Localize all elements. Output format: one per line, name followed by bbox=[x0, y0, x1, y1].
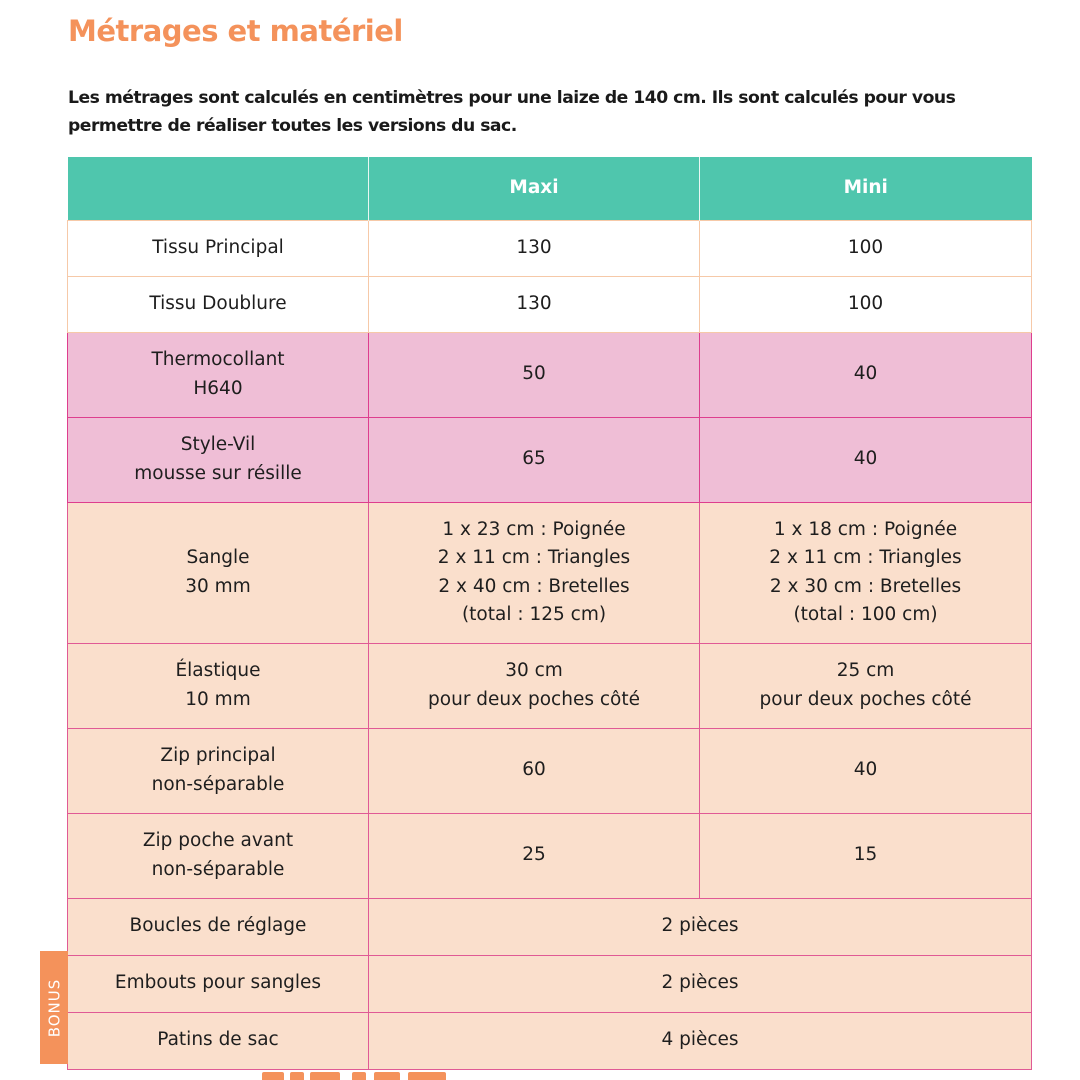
page-title: Métrages et matériel bbox=[68, 14, 403, 48]
bonus-tab-label: BONUS bbox=[45, 978, 63, 1037]
maxi-cell: 30 cm pour deux poches côté bbox=[369, 643, 700, 728]
row-label: Élastique 10 mm bbox=[68, 643, 369, 728]
maxi-cell: 130 bbox=[369, 276, 700, 332]
bonus-tab bbox=[40, 951, 68, 1064]
bonus-row bbox=[68, 898, 1032, 955]
maxi-cell: 1 x 23 cm : Poignée 2 x 11 cm : Triangles 2 x 40 cm : Bretelles (total : 125 cm) bbox=[369, 502, 700, 643]
header-maxi: Maxi bbox=[369, 157, 700, 220]
maxi-cell: 50 bbox=[369, 332, 700, 417]
mini-cell: 25 cm pour deux poches côté bbox=[700, 643, 1032, 728]
mini-cell: 40 bbox=[700, 417, 1032, 502]
bonus-row bbox=[68, 955, 1032, 1012]
mini-cell: 100 bbox=[700, 220, 1032, 276]
materials-table bbox=[67, 157, 1032, 1070]
row-label: Embouts pour sangles bbox=[68, 955, 369, 1012]
table-row bbox=[68, 728, 1032, 813]
header-empty bbox=[68, 157, 369, 220]
bonus-value: 2 pièces bbox=[369, 898, 1032, 955]
mini-cell: 40 bbox=[700, 332, 1032, 417]
table-header-row bbox=[68, 157, 1032, 220]
row-label: Sangle 30 mm bbox=[68, 502, 369, 643]
table-row bbox=[68, 643, 1032, 728]
header-mini: Mini bbox=[700, 157, 1032, 220]
row-label: Patins de sac bbox=[68, 1012, 369, 1069]
table-row bbox=[68, 417, 1032, 502]
bonus-value: 4 pièces bbox=[369, 1012, 1032, 1069]
row-label: Style-Vil mousse sur résille bbox=[68, 417, 369, 502]
mini-cell: 100 bbox=[700, 276, 1032, 332]
table-row bbox=[68, 502, 1032, 643]
row-label: Zip principal non-séparable bbox=[68, 728, 369, 813]
bonus-value: 2 pièces bbox=[369, 955, 1032, 1012]
maxi-cell: 65 bbox=[369, 417, 700, 502]
mini-cell: 40 bbox=[700, 728, 1032, 813]
row-label: Tissu Doublure bbox=[68, 276, 369, 332]
row-label: Thermocollant H640 bbox=[68, 332, 369, 417]
mini-cell: 1 x 18 cm : Poignée 2 x 11 cm : Triangles 2 x 30 cm : Bretelles (total : 100 cm) bbox=[700, 502, 1032, 643]
row-label: Zip poche avant non-séparable bbox=[68, 813, 369, 898]
maxi-cell: 25 bbox=[369, 813, 700, 898]
table-row bbox=[68, 813, 1032, 898]
row-label: Tissu Principal bbox=[68, 220, 369, 276]
maxi-cell: 130 bbox=[369, 220, 700, 276]
table-row bbox=[68, 332, 1032, 417]
table-row bbox=[68, 276, 1032, 332]
intro-paragraph: Les métrages sont calculés en centimètres pour une laize de 140 cm. Ils sont calculés pour vous permettre de réaliser toutes les versions du sac. bbox=[68, 88, 956, 136]
mini-cell: 15 bbox=[700, 813, 1032, 898]
table-row bbox=[68, 220, 1032, 276]
row-label: Boucles de réglage bbox=[68, 898, 369, 955]
maxi-cell: 60 bbox=[369, 728, 700, 813]
cut-off-heading-fragment bbox=[262, 1072, 462, 1080]
bonus-row bbox=[68, 1012, 1032, 1069]
